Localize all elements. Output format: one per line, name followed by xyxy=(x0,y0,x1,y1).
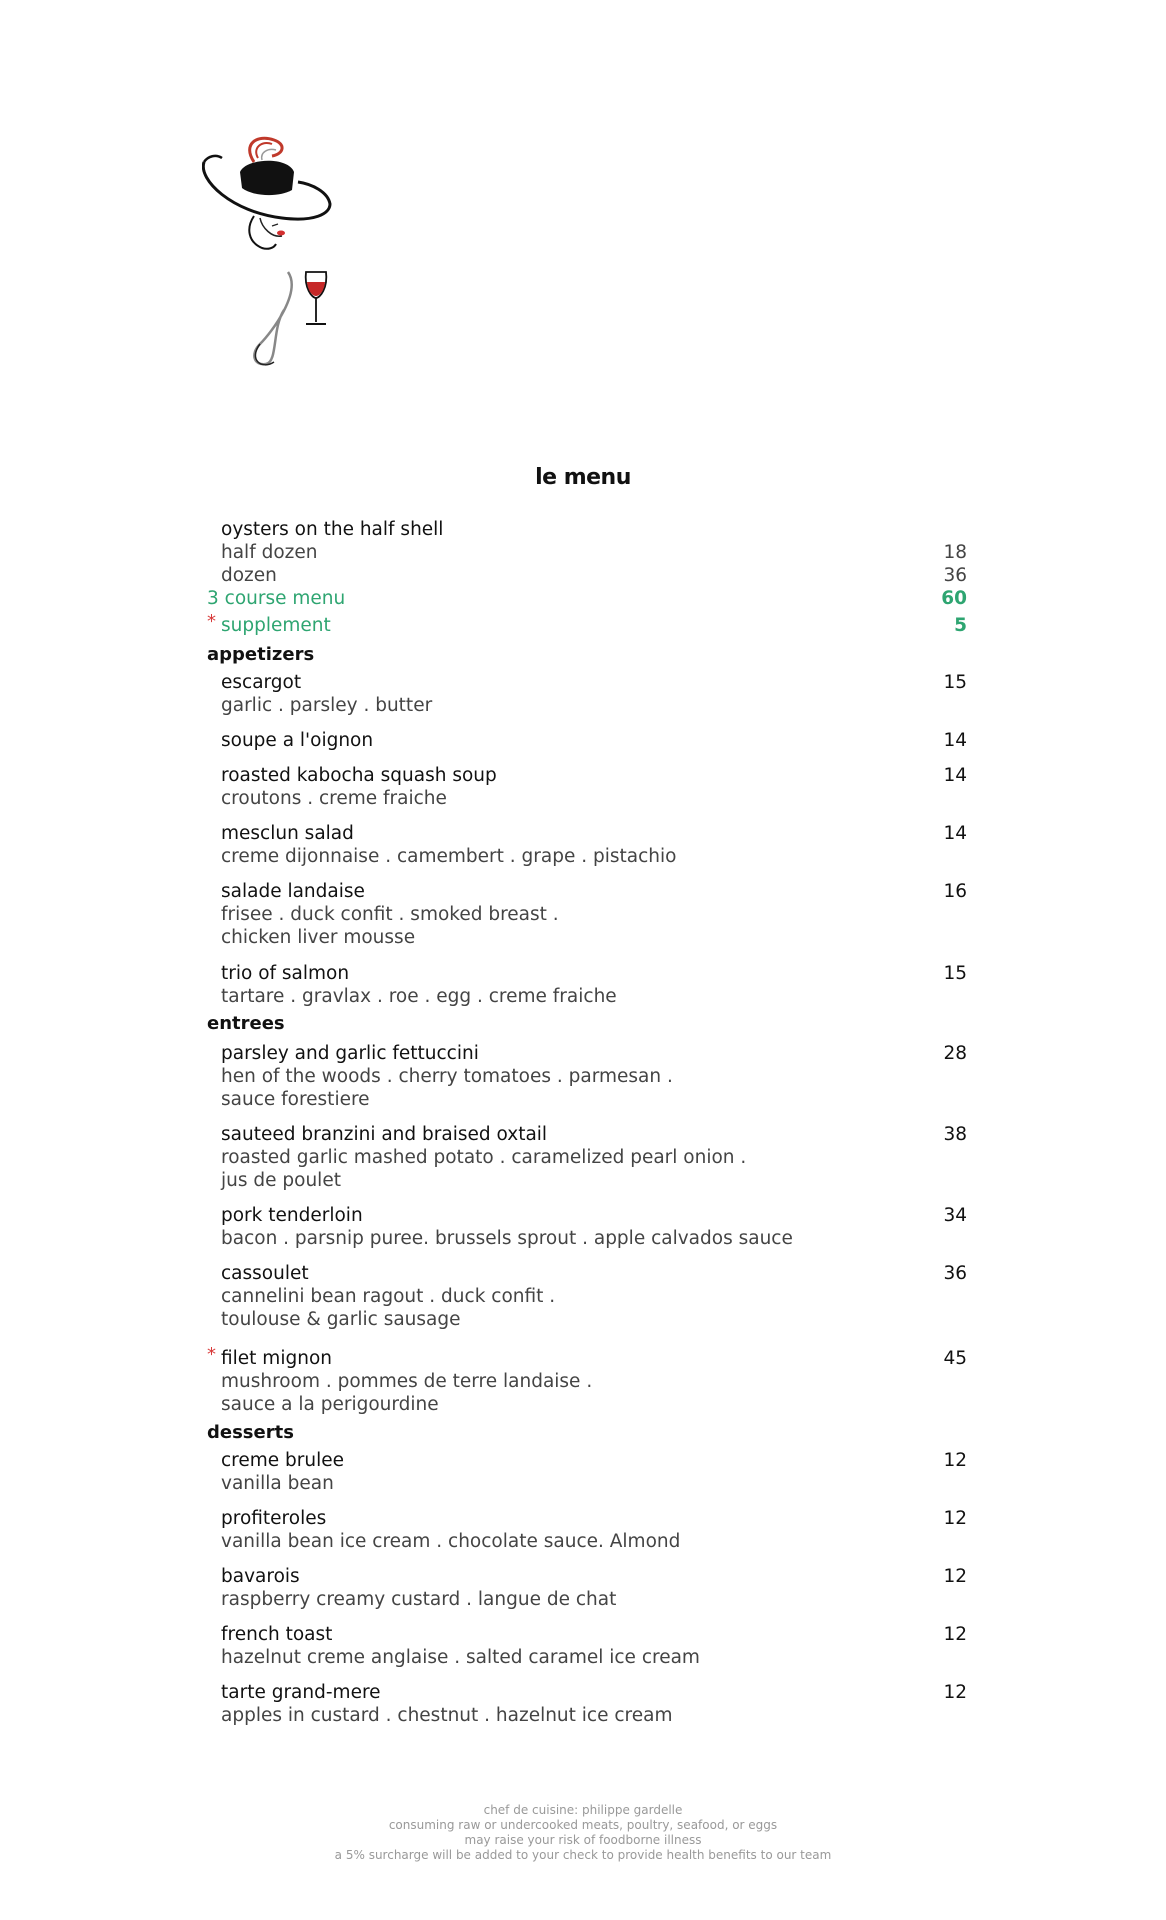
item-description xyxy=(207,1065,967,1089)
item-price: 15 xyxy=(943,672,967,693)
item-description xyxy=(207,1530,967,1554)
item-price: 34 xyxy=(943,1205,967,1226)
item-description xyxy=(207,1088,967,1112)
item-description xyxy=(207,1146,967,1170)
menu-title: le menu xyxy=(535,465,631,490)
menu-item xyxy=(207,880,967,904)
description-line: sauce forestiere xyxy=(221,1089,370,1110)
menu-item xyxy=(207,1449,967,1473)
item-description xyxy=(207,926,967,950)
item-price: 12 xyxy=(943,1624,967,1645)
item-price: 14 xyxy=(943,765,967,786)
item-name: profiteroles xyxy=(221,1508,327,1529)
course-menu-price: 60 xyxy=(941,588,967,609)
item-description xyxy=(207,787,967,811)
item-name: trio of salmon xyxy=(221,963,350,984)
item-price: 45 xyxy=(943,1348,967,1369)
item-name: bavarois xyxy=(221,1566,300,1587)
item-description xyxy=(207,1588,967,1612)
item-name: filet mignon xyxy=(221,1348,332,1369)
footer-chef-line: chef de cuisine: philippe gardelle xyxy=(483,1803,683,1817)
course-menu-label: 3 course menu xyxy=(207,588,346,609)
menu-item xyxy=(207,962,967,986)
menu-item xyxy=(207,1123,967,1147)
menu-item xyxy=(207,1681,967,1705)
oysters-heading-label: oysters on the half shell xyxy=(221,519,444,540)
description-line: tartare . gravlax . roe . egg . creme fraiche xyxy=(221,986,617,1007)
item-name: soupe a l'oignon xyxy=(221,730,374,751)
menu-item xyxy=(207,822,967,846)
menu-item xyxy=(207,1042,967,1066)
description-line: mushroom . pommes de terre landaise . xyxy=(221,1371,593,1392)
supplement-row xyxy=(207,611,967,638)
item-description xyxy=(207,1169,967,1193)
menu-row xyxy=(207,564,967,588)
item-price: 12 xyxy=(943,1508,967,1529)
item-description xyxy=(207,1308,967,1332)
footer-risk-line: may raise your risk of foodborne illness xyxy=(464,1833,702,1847)
description-line: hazelnut creme anglaise . salted caramel ice cream xyxy=(221,1647,700,1668)
item-description xyxy=(207,694,967,718)
item-description xyxy=(207,1646,967,1670)
item-name: pork tenderloin xyxy=(221,1205,363,1226)
asterisk-marker: * xyxy=(207,611,216,632)
menu-item xyxy=(207,1262,967,1286)
oysters-dozen-price: 36 xyxy=(943,565,967,586)
description-line: bacon . parsnip puree. brussels sprout . apple calvados sauce xyxy=(221,1228,793,1249)
item-name: salade landaise xyxy=(221,881,365,902)
supplement-label: supplement xyxy=(221,615,331,636)
menu-item xyxy=(207,1565,967,1589)
oysters-half-dozen-label: half dozen xyxy=(221,542,318,563)
footer-notes xyxy=(0,1803,1166,1863)
menu-item xyxy=(207,764,967,788)
item-price: 15 xyxy=(943,963,967,984)
description-line: cannelini bean ragout . duck confit . xyxy=(221,1286,556,1307)
description-line: vanilla bean ice cream . chocolate sauce. Almond xyxy=(221,1531,681,1552)
item-name: mesclun salad xyxy=(221,823,354,844)
footer-consumption-warning: consuming raw or undercooked meats, poultry, seafood, or eggs xyxy=(388,1818,778,1832)
restaurant-logo-illustration xyxy=(202,132,342,377)
supplement-price: 5 xyxy=(954,615,967,636)
item-price: 36 xyxy=(943,1263,967,1284)
oysters-dozen-label: dozen xyxy=(221,565,277,586)
item-description xyxy=(207,1704,967,1728)
item-description xyxy=(207,845,967,869)
item-price: 16 xyxy=(943,881,967,902)
oysters-half-dozen-price: 18 xyxy=(943,542,967,563)
item-name: creme brulee xyxy=(221,1450,345,1471)
item-name: escargot xyxy=(221,672,302,693)
description-line: chicken liver mousse xyxy=(221,927,416,948)
item-name: parsley and garlic fettuccini xyxy=(221,1043,479,1064)
item-price: 12 xyxy=(943,1566,967,1587)
asterisk-marker: * xyxy=(207,1344,216,1365)
item-description xyxy=(207,1285,967,1309)
section-heading-entrees: entrees xyxy=(207,1013,285,1034)
oysters-heading xyxy=(207,518,967,542)
item-description xyxy=(207,1472,967,1496)
item-price: 38 xyxy=(943,1124,967,1145)
description-line: jus de poulet xyxy=(221,1170,341,1191)
description-line: garlic . parsley . butter xyxy=(221,695,433,716)
description-line: hen of the woods . cherry tomatoes . parmesan . xyxy=(221,1066,673,1087)
description-line: toulouse & garlic sausage xyxy=(221,1309,461,1330)
description-line: raspberry creamy custard . langue de chat xyxy=(221,1589,617,1610)
item-name: roasted kabocha squash soup xyxy=(221,765,497,786)
menu-item xyxy=(207,729,967,753)
menu-row xyxy=(207,541,967,565)
description-line: creme dijonnaise . camembert . grape . pistachio xyxy=(221,846,677,867)
item-price: 12 xyxy=(943,1682,967,1703)
menu-item xyxy=(207,1344,967,1371)
item-name: tarte grand-mere xyxy=(221,1682,381,1703)
menu-item xyxy=(207,1623,967,1647)
item-name: french toast xyxy=(221,1624,333,1645)
item-description xyxy=(207,903,967,927)
description-line: croutons . creme fraiche xyxy=(221,788,447,809)
item-description xyxy=(207,1370,967,1394)
item-description xyxy=(207,1227,967,1251)
item-price: 12 xyxy=(943,1450,967,1471)
item-description xyxy=(207,985,967,1009)
footer-surcharge-note: a 5% surcharge will be added to your check to provide health benefits to our team xyxy=(334,1848,832,1862)
menu-item xyxy=(207,1507,967,1531)
item-price: 14 xyxy=(943,823,967,844)
section-heading-appetizers: appetizers xyxy=(207,644,315,665)
section-heading-desserts: desserts xyxy=(207,1422,294,1443)
description-line: sauce a la perigourdine xyxy=(221,1394,439,1415)
item-description xyxy=(207,1393,967,1417)
course-menu-row xyxy=(207,587,967,611)
description-line: roasted garlic mashed potato . caramelized pearl onion . xyxy=(221,1147,747,1168)
item-price: 28 xyxy=(943,1043,967,1064)
description-line: frisee . duck confit . smoked breast . xyxy=(221,904,559,925)
item-name: sauteed branzini and braised oxtail xyxy=(221,1124,548,1145)
description-line: vanilla bean xyxy=(221,1473,334,1494)
menu-item xyxy=(207,1204,967,1228)
item-price: 14 xyxy=(943,730,967,751)
item-name: cassoulet xyxy=(221,1263,309,1284)
menu-item xyxy=(207,671,967,695)
description-line: apples in custard . chestnut . hazelnut ice cream xyxy=(221,1705,673,1726)
